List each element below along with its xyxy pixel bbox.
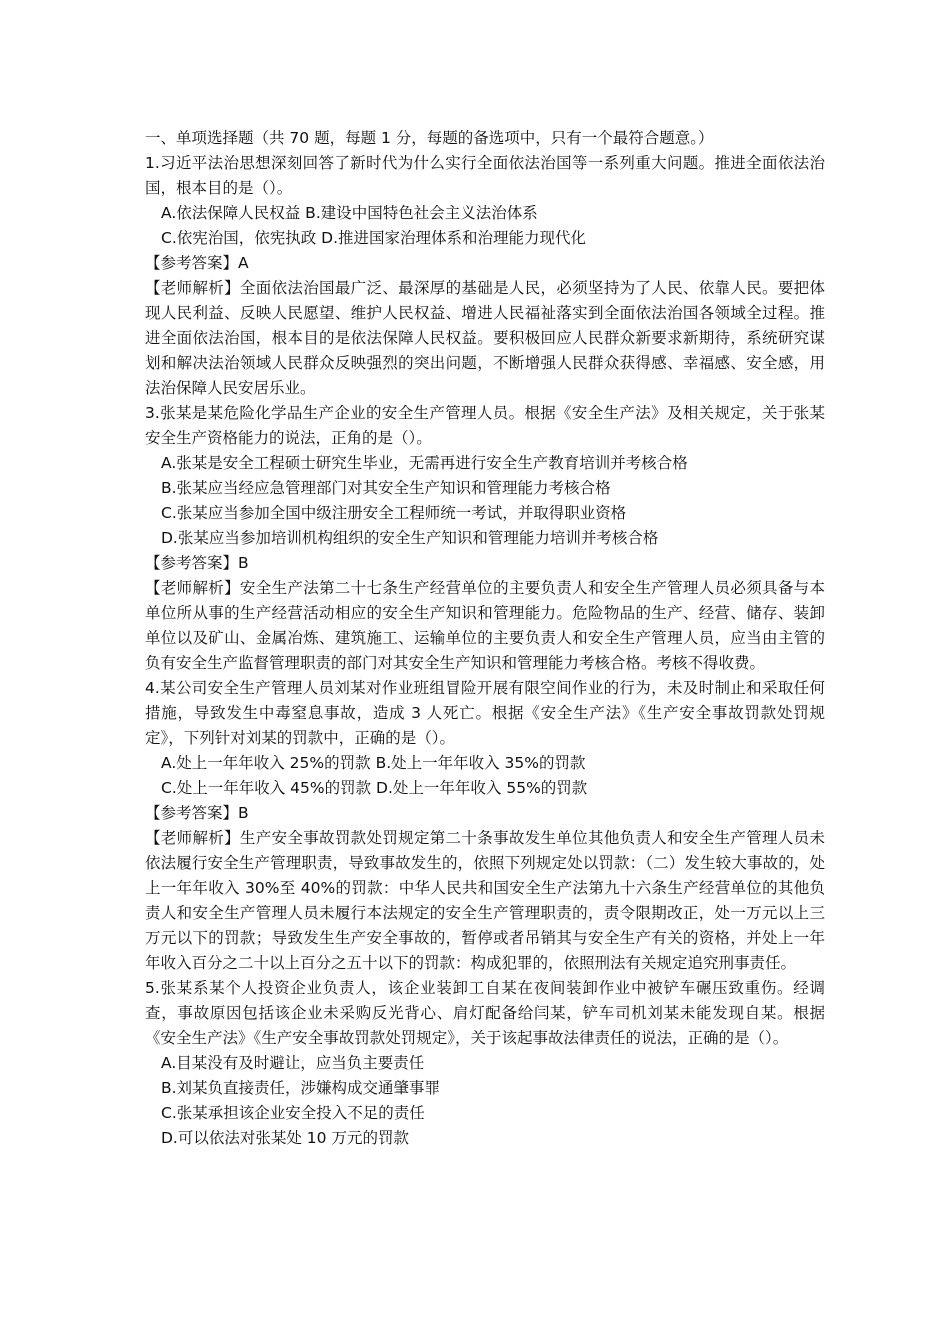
option-line: C.张某应当参加全国中级注册安全工程师统一考试，并取得职业资格 — [161, 504, 627, 522]
teacher-analysis: 【老师解析】生产安全事故罚款处罚规定第二十条事故发生单位其他负责人和安全生产管理人员未依法履行安全生产管理职责，导致事故发生的，依照下列规定处以罚款：（二）发生较大事故的，处上一年年收入 30%至 40%的罚款：中华人民共和国安全生产法第九十六条生产经营单位的其他负责人和安全生产管理人员未履行本法规定的安全生产管理职责的，责令限期改正，处一万元以上三万元以下的罚款；导致发生生产安全事故的，暂停或者吊销其与安全生产有关的资格，并处上一年年收入百分之二十以上百分之五十以下的罚款：构成犯罪的，依照刑法有关规定追究刑事责任。 — [145, 829, 825, 972]
question-block — [145, 676, 825, 976]
option-line: C.依宪治国，依宪执政 D.推进国家治理体系和治理能力现代化 — [161, 229, 587, 247]
option-line: A.处上一年年收入 25%的罚款 B.处上一年年收入 35%的罚款 — [161, 754, 586, 772]
document-page — [145, 126, 825, 1151]
option-line: A.张某是安全工程硕士研究生毕业，无需再进行安全生产教育培训并考核合格 — [161, 454, 688, 472]
question-stem: 4.某公司安全生产管理人员刘某对作业班组冒险开展有限空间作业的行为，未及时制止和采取任何措施，导致发生中毒窒息事故，造成 3 人死亡。根据《安全生产法》《生产安全事故罚款处罚规定》，下列针对刘某的罚款中，正确的是（）。 — [145, 679, 825, 747]
option-line: D.张某应当参加培训机构组织的安全生产知识和管理能力培训并考核合格 — [161, 529, 659, 547]
question-block — [145, 976, 825, 1151]
option-line: A.目某没有及时避让，应当负主要责任 — [161, 1054, 425, 1072]
question-block — [145, 401, 825, 676]
option-line: C.张某承担该企业安全投入不足的责任 — [161, 1104, 425, 1122]
option-line: D.可以依法对张某处 10 万元的罚款 — [161, 1129, 409, 1147]
teacher-analysis: 【老师解析】安全生产法第二十七条生产经营单位的主要负责人和安全生产管理人员必须具备与本单位所从事的生产经营活动相应的安全生产知识和管理能力。危险物品的生产、经营、储存、装卸单位以及矿山、金属冶炼、建筑施工、运输单位的主要负责人和安全生产管理人员，应当由主管的负有安全生产监督管理职责的部门对其安全生产知识和管理能力考核合格。考核不得收费。 — [145, 579, 825, 672]
teacher-analysis: 【老师解析】全面依法治国最广泛、最深厚的基础是人民，必须坚持为了人民、依靠人民。要把体现人民利益、反映人民愿望、维护人民权益、增进人民福祉落实到全面依法治国各领域全过程。推进全面依法治国，根本目的是依法保障人民权益。要积极回应人民群众新要求新期待，系统研究谋划和解决法治领域人民群众反映强烈的突出问题，不断增强人民群众获得感、幸福感、安全感，用法治保障人民安居乐业。 — [145, 279, 825, 397]
question-stem: 1.习近平法治思想深刻回答了新时代为什么实行全面依法治国等一系列重大问题。推进全面依法治国，根本目的是（）。 — [145, 154, 825, 197]
question-block — [145, 151, 825, 401]
option-line: B.张某应当经应急管理部门对其安全生产知识和管理能力考核合格 — [161, 479, 611, 497]
option-line: C.处上一年年收入 45%的罚款 D.处上一年年收入 55%的罚款 — [161, 779, 588, 797]
option-line: B.刘某负直接责任，涉嫌构成交通肇事罪 — [161, 1079, 441, 1097]
reference-answer: 【参考答案】B — [145, 554, 249, 572]
reference-answer: 【参考答案】A — [145, 254, 249, 272]
question-stem: 3.张某是某危险化学品生产企业的安全生产管理人员。根据《安全生产法》及相关规定，关于张某安全生产资格能力的说法，正角的是（）。 — [145, 404, 825, 447]
option-line: A.依法保障人民权益 B.建设中国特色社会主义法治体系 — [161, 204, 538, 222]
question-stem: 5.张某系某个人投资企业负责人，该企业装卸工自某在夜间装卸作业中被铲车碾压致重伤。经调查，事故原因包括该企业未采购反光背心、肩灯配备给闫某，铲车司机刘某未能发现自某。根据《安全生产法》《生产安全事故罚款处罚规定》，关于该起事故法律责任的说法，正确的是（）。 — [145, 979, 825, 1047]
reference-answer: 【参考答案】B — [145, 804, 249, 822]
section-heading: 一、单项选择题（共 70 题，每题 1 分，每题的备选项中，只有一个最符合题意。） — [145, 129, 714, 147]
